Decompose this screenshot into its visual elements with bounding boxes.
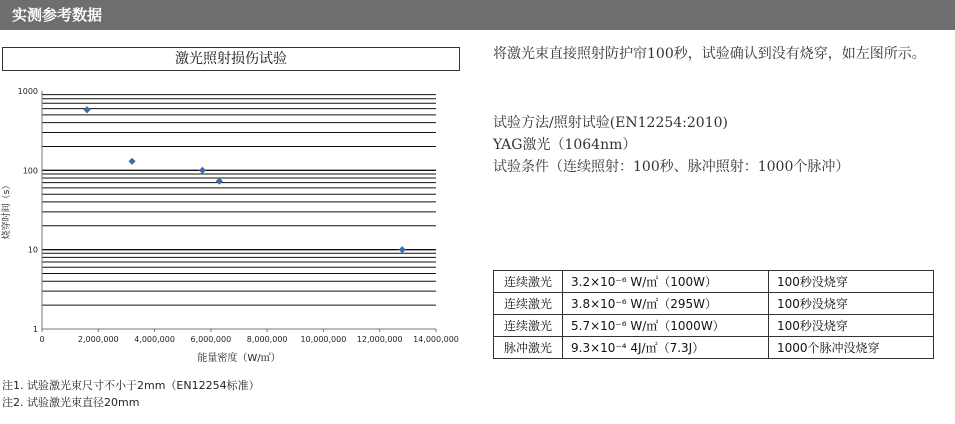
data-point — [399, 246, 406, 253]
density-cell: 3.8×10⁻⁶ W/㎡（295W） — [563, 293, 769, 315]
laser-type-cell: 连续激光 — [494, 315, 563, 337]
data-point — [128, 158, 135, 165]
table-row — [494, 337, 934, 359]
section-header — [0, 0, 955, 30]
y-axis-label: 烧穿时间（s） — [2, 180, 12, 240]
density-cell: 9.3×10⁻⁴ 4J/㎡（7.3J） — [563, 337, 769, 359]
footnote-1: 注1. 试验激光束尺寸不小于2mm（EN12254标准） — [2, 379, 260, 392]
laser-type-cell: 连续激光 — [494, 271, 563, 293]
laser-type: YAG激光（1064nm） — [493, 137, 637, 153]
x-tick-label: 6,000,000 — [190, 335, 232, 344]
footnote-2: 注2. 试验激光束直径20mm — [2, 396, 140, 409]
result-cell: 100秒没烧穿 — [769, 271, 934, 293]
x-tick-label: 0 — [39, 335, 45, 344]
density-cell: 5.7×10⁻⁶ W/㎡（1000W） — [563, 315, 769, 337]
test-method: 试验方法/照射试验(EN12254:2010) — [493, 115, 728, 131]
y-tick-label: 100 — [22, 166, 38, 176]
x-tick-label: 12,000,000 — [356, 335, 403, 344]
x-tick-label: 10,000,000 — [300, 335, 347, 344]
x-axis-label: 能量密度（W/㎡） — [197, 353, 281, 364]
x-tick-label: 14,000,000 — [413, 335, 459, 344]
data-point — [199, 167, 206, 174]
table-row — [494, 271, 934, 293]
chart-title: 激光照射损伤试验 — [2, 47, 460, 71]
result-cell: 100秒没烧穿 — [769, 293, 934, 315]
x-tick-label: 4,000,000 — [134, 335, 175, 344]
data-point — [216, 178, 223, 185]
result-cell: 1000个脉冲没烧穿 — [769, 337, 934, 359]
x-tick-label: 2,000,000 — [77, 335, 119, 344]
test-info — [493, 112, 953, 178]
y-tick-label: 1 — [32, 325, 38, 334]
x-tick-label: 8,000,000 — [246, 335, 288, 344]
intro-paragraph: 将激光束直接照射防护帘100秒，试验确认到没有烧穿，如左图所示。 — [493, 46, 926, 62]
table-row — [494, 293, 934, 315]
laser-type-cell: 脉冲激光 — [494, 337, 563, 359]
table-row — [494, 315, 934, 337]
test-conditions: 试验条件（连续照射：100秒、脉冲照射：1000个脉冲） — [493, 159, 850, 175]
density-cell: 3.2×10⁻⁶ W/㎡（100W） — [563, 271, 769, 293]
y-tick-label: 1000 — [17, 87, 38, 96]
results-table — [493, 270, 934, 359]
laser-type-cell: 连续激光 — [494, 293, 563, 315]
data-point — [83, 106, 90, 113]
y-tick-label: 10 — [27, 245, 38, 255]
section-title: 实测参考数据 — [12, 6, 103, 24]
result-cell: 100秒没烧穿 — [769, 315, 934, 337]
footnotes — [2, 377, 260, 411]
burn-through-chart — [0, 80, 470, 370]
